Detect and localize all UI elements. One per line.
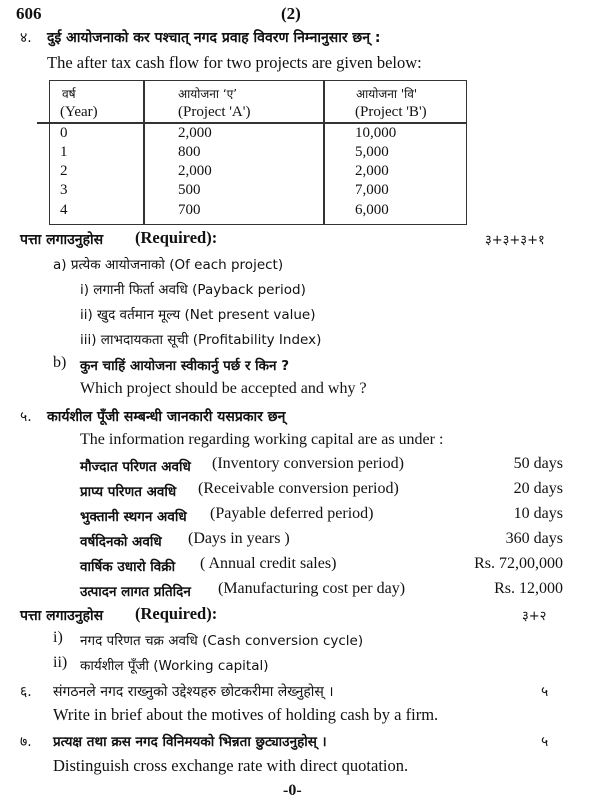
year-cell: 4 bbox=[60, 202, 68, 218]
sub-item-label: ii) bbox=[53, 654, 68, 671]
header-project-b-np: आयोजना 'वि' bbox=[356, 87, 418, 101]
question-number: ४. bbox=[20, 30, 32, 46]
item-label-np: वर्षदिनको अवधि bbox=[80, 534, 162, 550]
page-number: (2) bbox=[281, 4, 301, 23]
item-label-en: (Payable deferred period) bbox=[210, 505, 374, 522]
item-label-np: प्राप्य परिणत अवधि bbox=[80, 484, 177, 500]
part-b-en: Which project should be accepted and why ? bbox=[80, 380, 367, 397]
marks: ५ bbox=[541, 684, 549, 700]
question-title-np: प्रत्यक्ष तथा क्रस नगद विनिमयको भिन्नता छुट्याउनुहोस् । bbox=[53, 734, 327, 750]
required-label-en: (Required): bbox=[135, 228, 218, 247]
question-title-en: Write in brief about the motives of holding cash by a firm. bbox=[53, 705, 439, 724]
header-project-a-en: (Project 'A') bbox=[178, 104, 251, 120]
project-b-cell: 6,000 bbox=[355, 202, 389, 218]
year-cell: 3 bbox=[60, 182, 68, 198]
question-title-np: संगठनले नगद राख्नुको उद्देश्यहरु छोटकरीमा लेख्नुहोस् । bbox=[53, 684, 334, 700]
required-label-np: पत्ता लगाउनुहोस bbox=[20, 608, 104, 624]
required-label-np: पत्ता लगाउनुहोस bbox=[20, 232, 104, 248]
question-number: ७. bbox=[20, 734, 32, 750]
table-divider bbox=[323, 81, 325, 224]
page-code: 606 bbox=[16, 4, 42, 23]
sub-item: ii) खुद वर्तमान मूल्य (Net present value) bbox=[80, 307, 316, 323]
marks: ५ bbox=[541, 734, 549, 750]
project-a-cell: 2,000 bbox=[178, 163, 212, 179]
item-label-np: भुक्तानी स्थगन अवधि bbox=[80, 509, 187, 525]
item-value: 50 days bbox=[513, 455, 563, 472]
table-header-rule bbox=[37, 122, 466, 124]
required-label-en: (Required): bbox=[135, 604, 218, 623]
header-project-a-np: आयोजना ‘ए’ bbox=[178, 87, 238, 101]
sub-item: कार्यशील पूँजी (Working capital) bbox=[80, 658, 269, 674]
item-value: 20 days bbox=[513, 480, 563, 497]
header-project-b-en: (Project 'B') bbox=[355, 104, 427, 120]
project-b-cell: 10,000 bbox=[355, 125, 397, 141]
project-a-cell: 2,000 bbox=[178, 125, 212, 141]
item-value: Rs. 12,000 bbox=[494, 580, 563, 597]
sub-item: iii) लाभदायकता सूची (Profitability Index) bbox=[80, 332, 322, 348]
item-label-np: मौज्दात परिणत अवधि bbox=[80, 459, 191, 475]
item-value: 10 days bbox=[513, 505, 563, 522]
cash-flow-table bbox=[49, 80, 467, 225]
item-label-en: ( Annual credit sales) bbox=[200, 555, 337, 572]
year-cell: 0 bbox=[60, 125, 68, 141]
sub-item: नगद परिणत चक्र अवधि (Cash conversion cycle) bbox=[80, 633, 364, 649]
table-divider bbox=[143, 81, 145, 224]
question-title-en: Distinguish cross exchange rate with direct quotation. bbox=[53, 756, 409, 775]
item-label-en: (Manufacturing cost per day) bbox=[218, 580, 406, 597]
sub-item: i) लगानी फिर्ता अवधि (Payback period) bbox=[80, 282, 306, 298]
item-label-en: (Receivable conversion period) bbox=[198, 480, 399, 497]
item-label-en: (Inventory conversion period) bbox=[212, 455, 404, 472]
project-b-cell: 7,000 bbox=[355, 182, 389, 198]
item-value: Rs. 72,00,000 bbox=[474, 555, 563, 572]
item-label-en: (Days in years ) bbox=[188, 530, 290, 547]
year-cell: 1 bbox=[60, 144, 68, 160]
part-b-label: b) bbox=[53, 354, 67, 371]
sub-item-label: i) bbox=[53, 629, 63, 646]
project-a-cell: 500 bbox=[178, 182, 201, 198]
question-title-np: कार्यशील पूँजी सम्बन्धी जानकारी यसप्रकार छन् bbox=[47, 409, 286, 425]
marks: ३+२ bbox=[522, 609, 547, 624]
header-year-np: वर्ष bbox=[62, 87, 76, 101]
item-value: 360 days bbox=[505, 530, 563, 547]
end-mark: -0- bbox=[283, 782, 302, 799]
question-number: ६. bbox=[20, 684, 32, 700]
part-b-np: कुन चाहिं आयोजना स्वीकार्नु पर्छ र किन ? bbox=[80, 358, 290, 374]
project-a-cell: 800 bbox=[178, 144, 201, 160]
item-label-np: वार्षिक उधारो विक्री bbox=[80, 559, 176, 575]
item-label-np: उत्पादन लागत प्रतिदिन bbox=[80, 584, 191, 600]
project-a-cell: 700 bbox=[178, 202, 201, 218]
part-a: a) प्रत्येक आयोजनाको (Of each project) bbox=[53, 257, 284, 273]
question-title-en: The after tax cash flow for two projects are given below: bbox=[47, 53, 422, 72]
project-b-cell: 2,000 bbox=[355, 163, 389, 179]
header-year-en: (Year) bbox=[60, 104, 98, 120]
marks: ३+३+३+१ bbox=[485, 233, 545, 248]
question-title-en: The information regarding working capital are as under : bbox=[80, 431, 444, 448]
year-cell: 2 bbox=[60, 163, 68, 179]
question-title-np: दुई आयोजनाको कर पश्चात् नगद प्रवाह विवरण निम्नानुसार छन् : bbox=[47, 30, 381, 46]
project-b-cell: 5,000 bbox=[355, 144, 389, 160]
question-number: ५. bbox=[20, 409, 32, 425]
